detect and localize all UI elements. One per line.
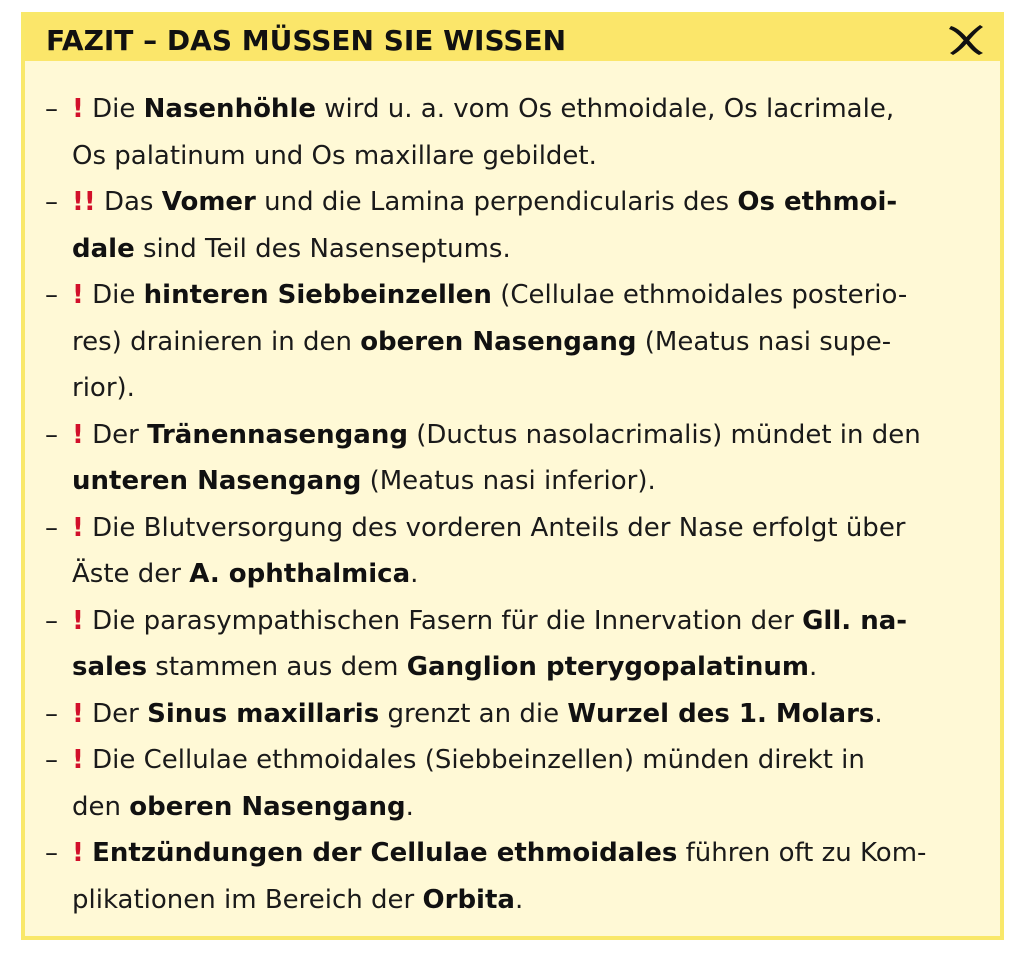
importance-mark: ! (72, 838, 84, 868)
list-item (25, 691, 1000, 738)
text-segment: Der (83, 698, 148, 729)
importance-mark: ! (72, 512, 84, 543)
text-segment: res) drainieren in den (72, 326, 361, 357)
bold-term: oberen Nasengang (129, 791, 406, 822)
bold-term: oberen Nasengang (360, 326, 637, 357)
importance-mark: !! (72, 187, 96, 217)
list-item-line (72, 272, 980, 319)
list-dash: – (45, 280, 58, 310)
list-item-line (72, 598, 980, 645)
text-segment: Die (83, 280, 144, 310)
importance-mark: ! (72, 280, 84, 310)
box-title: FAZIT – DAS MÜSSEN SIE WISSEN (46, 24, 567, 57)
list-item-line (72, 830, 980, 877)
list-item (25, 272, 1000, 412)
list-dash: – (45, 94, 58, 124)
list-item-line (72, 691, 980, 738)
text-segment: Die parasympathischen Fasern für die Innervation der (83, 605, 803, 636)
text-segment: Die Blutversorgung des vorderen Anteils der Nase erfolgt über (83, 512, 906, 543)
bold-term: Os ethmoi- (737, 187, 898, 217)
list-dash: – (45, 838, 58, 868)
text-segment: und die Lamina perpendicularis des (255, 187, 738, 217)
close-x-icon[interactable] (946, 22, 986, 56)
bold-term: Vomer (161, 187, 256, 217)
text-segment: grenzt an die (379, 698, 568, 729)
text-segment: (Meatus nasi inferior). (361, 466, 656, 496)
fact-list (25, 86, 1000, 923)
bold-term: Tränennasengang (147, 419, 408, 450)
list-item (25, 412, 1000, 505)
bold-term: Wurzel des 1. Molars (567, 698, 875, 729)
text-segment: . (514, 884, 524, 915)
importance-mark: ! (72, 419, 84, 450)
list-item (25, 830, 1000, 923)
text-segment: . (808, 652, 818, 682)
bold-term: Sinus maxillaris (147, 698, 380, 729)
list-dash: – (45, 605, 58, 636)
text-segment (84, 838, 92, 868)
list-item-line (72, 551, 980, 598)
bold-term: hinteren Siebbeinzellen (143, 280, 492, 310)
list-item-line (72, 505, 980, 552)
list-item-line (72, 365, 980, 412)
summary-box (21, 12, 1004, 940)
importance-mark: ! (72, 698, 84, 729)
list-item-line (72, 458, 980, 505)
text-segment: Das (95, 187, 162, 217)
text-segment: plikationen im Bereich der (72, 884, 423, 915)
text-segment: sind Teil des Nasenseptums. (134, 233, 511, 264)
importance-mark: ! (72, 94, 84, 124)
list-item-line (72, 737, 980, 784)
bold-term: Orbita (422, 884, 515, 915)
text-segment: Äste der (72, 559, 190, 589)
list-item (25, 737, 1000, 830)
text-segment: (Cellulae ethmoidales posterio- (491, 280, 908, 310)
bold-term: sales (72, 652, 148, 682)
list-item-line (72, 877, 980, 924)
list-item-line (72, 319, 980, 366)
list-dash: – (45, 512, 58, 543)
text-segment: führen oft zu Kom- (677, 838, 927, 868)
bold-term: dale (72, 233, 135, 264)
text-segment: wird u. a. vom Os ethmoidale, Os lacrimale, (316, 94, 895, 124)
importance-mark: ! (72, 745, 84, 775)
text-segment: Der (83, 419, 148, 450)
list-item (25, 86, 1000, 179)
list-item-line (72, 644, 980, 691)
bold-term: unteren Nasengang (72, 466, 362, 496)
list-dash: – (45, 745, 58, 775)
text-segment: stammen aus dem (147, 652, 407, 682)
bold-term: A. ophthalmica (189, 559, 411, 589)
list-item-line (72, 412, 980, 459)
text-segment: . (874, 698, 883, 729)
list-item (25, 179, 1000, 272)
text-segment: Os palatinum und Os maxillare gebildet. (72, 140, 597, 171)
list-item-line (72, 179, 980, 226)
list-item (25, 505, 1000, 598)
importance-mark: ! (72, 605, 84, 636)
text-segment: . (405, 791, 414, 822)
list-item-line (72, 86, 980, 133)
list-dash: – (45, 419, 58, 450)
text-segment: Die Cellulae ethmoidales (Siebbeinzellen) münden direkt in (83, 745, 865, 775)
list-dash: – (45, 187, 58, 217)
text-segment: (Ductus nasolacrimalis) mündet in den (407, 419, 921, 450)
bold-term: Gll. na- (802, 605, 908, 636)
list-item-line (72, 784, 980, 831)
text-segment: (Meatus nasi supe- (636, 326, 892, 357)
text-segment: . (410, 559, 419, 589)
list-dash: – (45, 698, 58, 729)
bold-term: Ganglion pterygopalatinum (406, 652, 809, 682)
list-item-line (72, 133, 980, 180)
box-header (25, 16, 1000, 61)
list-item-line (72, 226, 980, 273)
bold-term: Entzündungen der Cellulae ethmoidales (92, 838, 678, 868)
bold-term: Nasenhöhle (143, 94, 316, 124)
text-segment: rior). (72, 373, 135, 403)
text-segment: Die (83, 94, 144, 124)
text-segment: den (72, 791, 130, 822)
list-item (25, 598, 1000, 691)
